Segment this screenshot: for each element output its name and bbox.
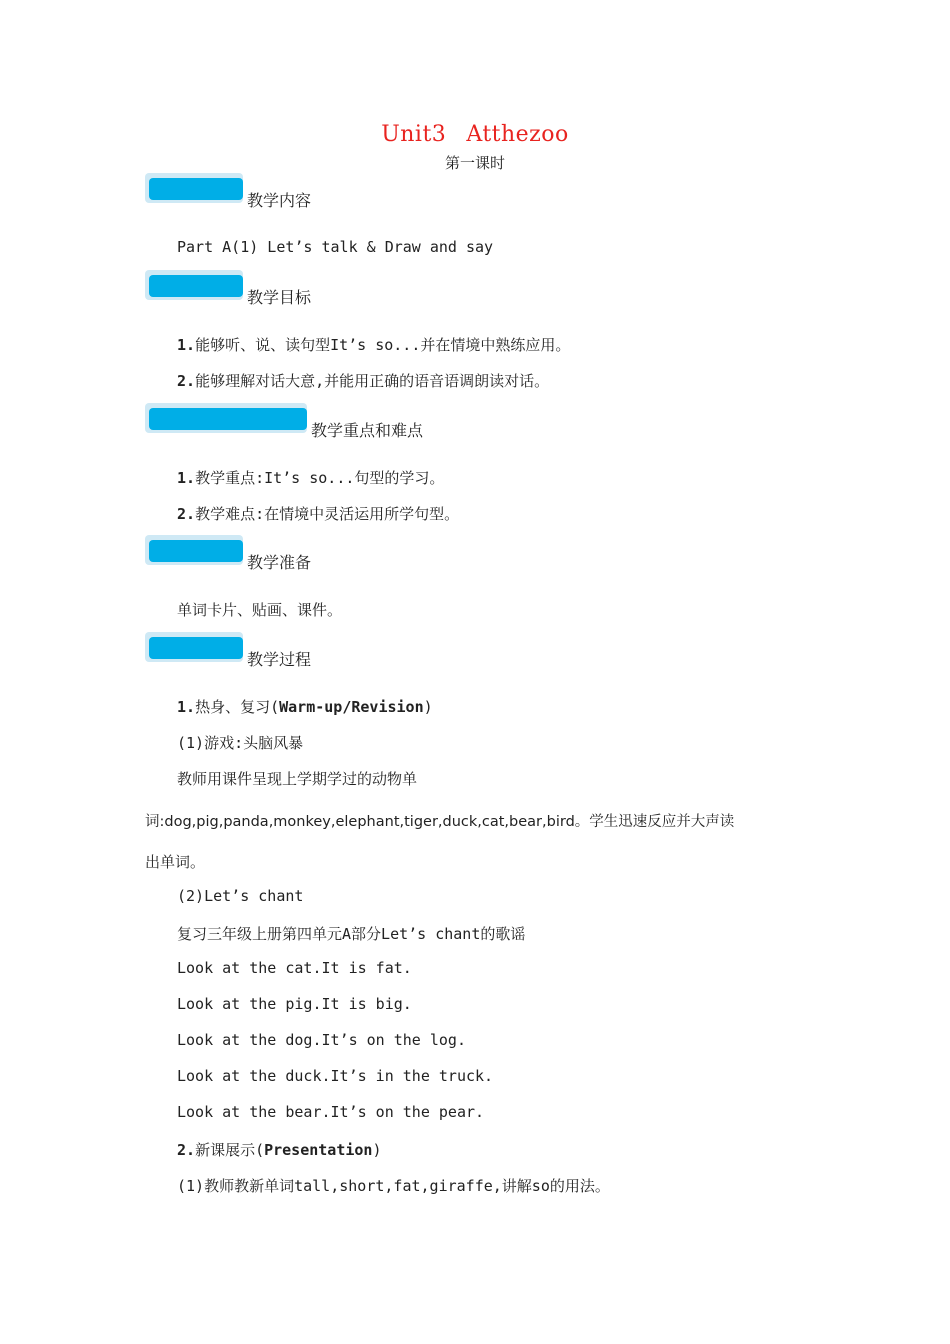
step2-num: 2.: [177, 1141, 196, 1159]
keypoint-text-1: 教学重点:It’s so...句型的学习。: [195, 469, 445, 487]
section-title-preparation: 教学准备: [247, 553, 312, 572]
preparation-line-1: 单词卡片、贴画、课件。: [177, 601, 343, 619]
section-tab-objectives: [145, 270, 243, 300]
chant-line: Look at the pig.It is big.: [177, 995, 412, 1013]
chant-line: Look at the dog.It’s on the log.: [177, 1031, 466, 1049]
step2-en: Presentation: [264, 1141, 373, 1159]
step1-desc-a: 教师用课件呈现上学期学过的动物单: [177, 770, 418, 788]
section-title-process: 教学过程: [247, 650, 312, 669]
title-topic: Atthezoo: [466, 122, 569, 147]
objective-num-2: 2.: [177, 372, 196, 390]
section-tab-content: [145, 173, 243, 203]
keypoint-num-2: 2.: [177, 505, 196, 523]
section-title-objectives: 教学目标: [247, 288, 312, 307]
step1-desc-b: 词:dog,pig,panda,monkey,elephant,tiger,duck,cat,bear,bird。学生迅速反应并大声读: [145, 814, 735, 830]
section-tab-process: [145, 632, 243, 662]
objective-line-1: [177, 334, 570, 355]
step1-sub-2: (2)Let’s chant: [177, 887, 304, 905]
document-title: [0, 122, 950, 147]
section-tab-preparation: [145, 535, 243, 565]
chant-line: Look at the bear.It’s on the pear.: [177, 1103, 485, 1121]
keypoint-text-2: 教学难点:在情境中灵活运用所学句型。: [195, 505, 460, 523]
objective-text-1: 能够听、说、读句型It’s so...并在情境中熟练应用。: [195, 336, 571, 354]
keypoint-num-1: 1.: [177, 469, 196, 487]
keypoint-line-2: [177, 503, 459, 524]
objective-text-2: 能够理解对话大意,并能用正确的语音语调朗读对话。: [195, 372, 550, 390]
section-title-content: 教学内容: [247, 191, 312, 210]
objective-line-2: [177, 370, 549, 391]
section-tab-keypoints: [145, 403, 307, 433]
title-unit: Unit3: [381, 122, 447, 147]
step1-num: 1.: [177, 698, 196, 716]
step1-en: Warm-up/Revision: [279, 698, 424, 716]
process-step-1: [177, 696, 433, 717]
step1-cn: 热身、复习(: [195, 698, 280, 716]
step1-end: ): [423, 698, 433, 716]
step2-sub-1: (1)教师教新单词tall,short,fat,giraffe,讲解so的用法。: [177, 1177, 610, 1195]
content-line-1: Part A(1) Let’s talk & Draw and say: [177, 238, 494, 256]
chant-line: Look at the duck.It’s in the truck.: [177, 1067, 494, 1085]
step2-end: ): [372, 1141, 382, 1159]
step1-sub-1: (1)游戏:头脑风暴: [177, 734, 304, 752]
section-title-keypoints: 教学重点和难点: [311, 421, 424, 440]
document-subtitle: 第一课时: [444, 154, 505, 172]
keypoint-line-1: [177, 467, 444, 488]
chant-line: Look at the cat.It is fat.: [177, 959, 412, 977]
step2-cn: 新课展示(: [195, 1141, 265, 1159]
objective-num-1: 1.: [177, 336, 196, 354]
step1-chant-intro: 复习三年级上册第四单元A部分Let’s chant的歌谣: [177, 925, 526, 943]
process-step-2: [177, 1139, 382, 1160]
step1-desc-c: 出单词。: [145, 853, 206, 871]
